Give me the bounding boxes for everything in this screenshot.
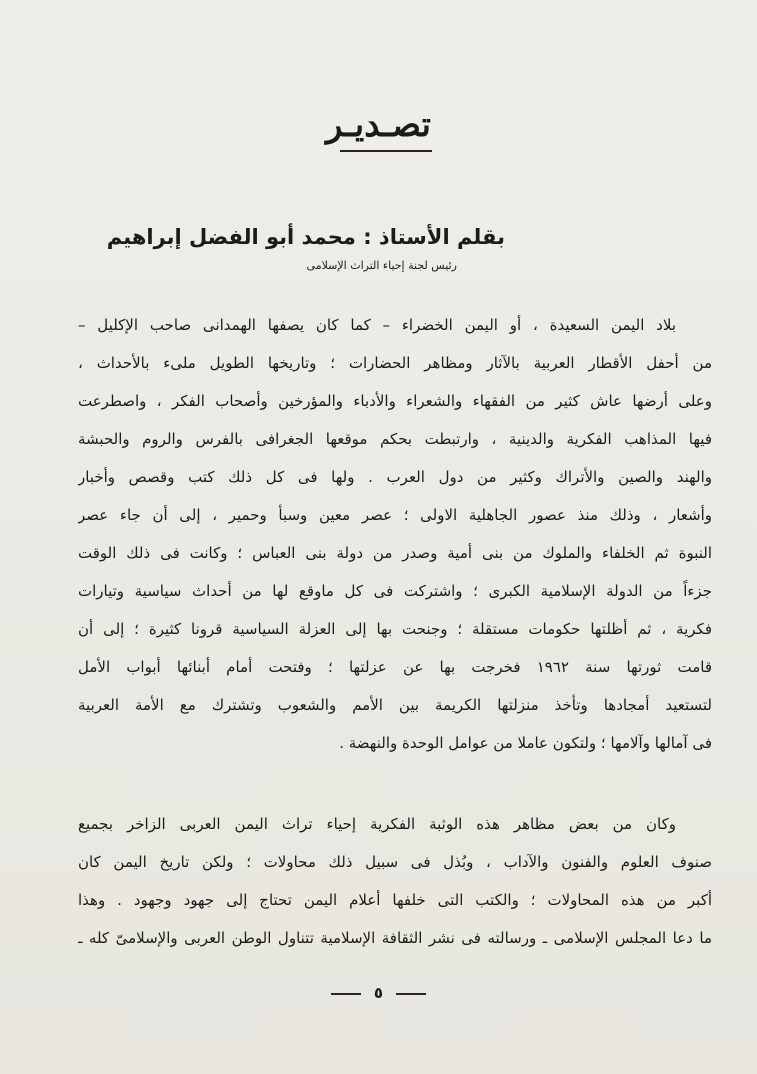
text-line: وكان من بعض مظاهر هذه الوثبة الفكرية إحياء تراث اليمن العربى الزاخر بجميع bbox=[78, 815, 676, 833]
text-line: والهند والصين والأتراك وكثير من دول العرب . ولها فى كل ذلك كتب وقصص وأخبار bbox=[78, 468, 712, 486]
author-role: رئيس لجنة إحياء التراث الإسلامى bbox=[306, 259, 457, 272]
text-line: فيها المذاهب الفكرية والدينية ، وارتبطت بحكم موقعها الجغرافى بالفرس والروم والحبشة bbox=[78, 430, 712, 448]
text-line: صنوف العلوم والفنون والآداب ، وبُذل فى سبيل ذلك محاولات ؛ ولكن تاريخ اليمن كان bbox=[78, 853, 712, 871]
text-line: فكرية ، ثم أظلتها حكومات مستقلة ؛ وجنحت بها إلى العزلة السياسية قرونا كثيرة ؛ إلى أن bbox=[78, 620, 712, 638]
text-line: ما دعا المجلس الإسلامى ـ ورسالته فى نشر الثقافة الإسلامية تتناول الوطن العربى والإسلامىّ كله ـ bbox=[78, 929, 712, 947]
text-line: فى آمالها وآلامها ؛ ولتكون عاملا من عوامل الوحدة والنهضة . bbox=[339, 734, 712, 752]
page-number: ٥ bbox=[373, 984, 384, 1002]
text-line: جزءاً من الدولة الإسلامية الكبرى ؛ واشتركت فى كل ماوقع لها من أحداث سياسية وتيارات bbox=[78, 582, 712, 600]
paragraph-2 bbox=[78, 805, 712, 957]
text-line: لتستعيد أمجادها وتأخذ منزلتها الكريمة بين الأمم والشعوب وتشترك مع الأمة العربية bbox=[78, 696, 712, 714]
title-underline bbox=[340, 150, 432, 152]
text-line: من أحفل الأقطار العربية بالآثار ومظاهر الحضارات ؛ وتاريخها الطويل ملىء بالأحداث ، bbox=[78, 354, 712, 372]
author-heading: بقلم الأستاذ : محمد أبو الفضل إبراهيم bbox=[106, 225, 505, 249]
page-number-dash-right bbox=[396, 993, 426, 995]
page-number-dash-left bbox=[331, 993, 361, 995]
page-title: تصـديـر bbox=[326, 105, 431, 145]
title-block bbox=[0, 104, 757, 146]
paragraph-1 bbox=[78, 306, 712, 762]
text-line: أكبر من هذه المحاولات ؛ والكتب التى خلفها أعلام اليمن تحتاج إلى جهود وجهود . وهذا bbox=[78, 891, 712, 909]
text-line: بلاد اليمن السعيدة ، أو اليمن الخضراء – كما كان يصفها الهمدانى صاحب الإكليل – bbox=[78, 316, 676, 334]
text-line: قامت ثورتها سنة ١٩٦٢ فخرجت بها عن عزلتها ؛ وفتحت أمام أبنائها أبواب الأمل bbox=[78, 658, 712, 676]
text-line: وعلى أرضها عاش كثير من الفقهاء والشعراء والأدباء والمؤرخين وأصحاب الفكر ، واصطرعت bbox=[78, 392, 712, 410]
text-line: وأشعار ، وذلك منذ عصور الجاهلية الاولى ؛ عصر معين وسبأ وحمير ، إلى أن جاء عصر bbox=[78, 506, 712, 524]
text-line: النبوة ثم الخلفاء والملوك من بنى أمية وصدر من دولة بنى العباس ؛ وكانت فى ذلك الوقت bbox=[78, 544, 712, 562]
page-number-block bbox=[0, 984, 757, 1002]
